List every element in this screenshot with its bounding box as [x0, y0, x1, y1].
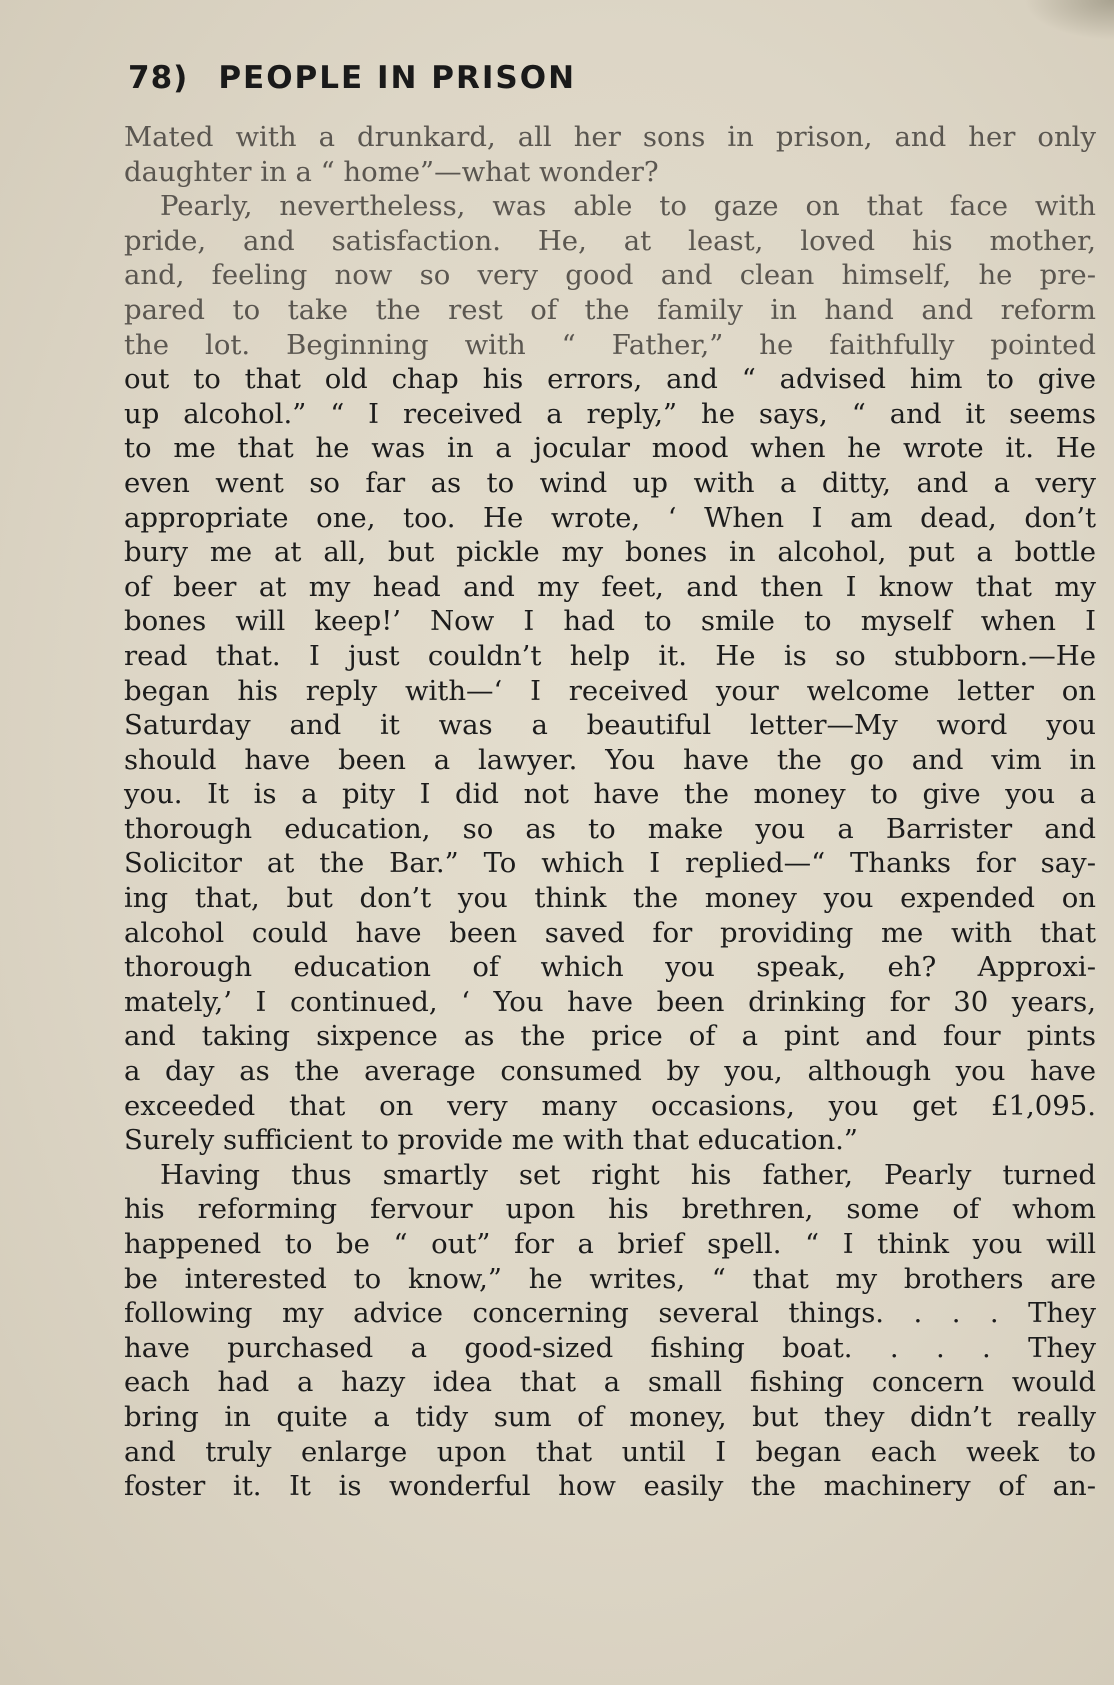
text-line: and taking sixpence as the price of a pint and four pints: [124, 1020, 1096, 1053]
text-line: be interested to know,” he writes, “ that my brothers are: [124, 1262, 1096, 1295]
text-line: and, feeling now so very good and clean himself, he pre-: [124, 259, 1096, 292]
text-line: each had a hazy idea that a small fishing concern would: [124, 1366, 1096, 1399]
text-line: even went so far as to wind up with a ditty, and a very: [124, 466, 1096, 499]
text-line: pared to take the rest of the family in hand and reform: [124, 293, 1096, 326]
text-line: of beer at my head and my feet, and then I know that my: [124, 570, 1096, 603]
text-line: have purchased a good-sized fishing boat. . . . They: [124, 1331, 1096, 1364]
text-line: Surely sufficient to provide me with that education.”: [124, 1124, 858, 1157]
text-line: read that. I just couldn’t help it. He is so stubborn.—He: [124, 639, 1096, 672]
text-line: exceeded that on very many occasions, you get £1,095.: [124, 1089, 1096, 1122]
text-line: foster it. It is wonderful how easily the machinery of an-: [124, 1470, 1096, 1503]
text-line: thorough education of which you speak, eh? Approxi-: [124, 951, 1096, 984]
text-line: pride, and satisfaction. He, at least, loved his mother,: [124, 224, 1096, 257]
text-line: and truly enlarge upon that until I began each week to: [124, 1435, 1096, 1468]
text-line: bring in quite a tidy sum of money, but they didn’t really: [124, 1400, 1096, 1433]
body-text: [124, 120, 1096, 1504]
text-line: a day as the average consumed by you, although you have: [124, 1055, 1096, 1088]
page-corner-shadow: [1024, 0, 1114, 40]
text-line: Mated with a drunkard, all her sons in prison, and her only: [124, 121, 1096, 153]
text-line: out to that old chap his errors, and “ advised him to give: [124, 363, 1096, 396]
text-line: Saturday and it was a beautiful letter—My word you: [124, 709, 1096, 742]
running-title: PEOPLE IN PRISON: [218, 60, 577, 96]
text-line: the lot. Beginning with “ Father,” he faithfully pointed: [124, 328, 1096, 361]
text-line: ing that, but don’t you think the money you expended on: [124, 882, 1096, 915]
text-line: happened to be “ out” for a brief spell. “ I think you will: [124, 1228, 1096, 1260]
text-line: his reforming fervour upon his brethren, some of whom: [124, 1193, 1096, 1226]
text-line: daughter in a “ home”—what wonder?: [124, 155, 659, 188]
text-line: should have been a lawyer. You have the go and vim in: [124, 743, 1096, 776]
text-line: appropriate one, too. He wrote, ‘ When I am dead, don’t: [124, 501, 1096, 534]
text-line: to me that he was in a jocular mood when he wrote it. He: [124, 432, 1096, 465]
text-line: thorough education, so as to make you a Barrister and: [124, 812, 1096, 845]
text-line: began his reply with—‘ I received your welcome letter on: [124, 674, 1096, 707]
text-line: bones will keep!’ Now I had to smile to myself when I: [124, 605, 1096, 638]
text-line: Solicitor at the Bar.” To which I replied—“ Thanks for say-: [124, 847, 1096, 880]
text-line: Having thus smartly set right his father, Pearly turned: [160, 1158, 1096, 1191]
text-line: up alcohol.” “ I received a reply,” he says, “ and it seems: [124, 397, 1096, 430]
text-line: alcohol could have been saved for providing me with that: [124, 916, 1096, 949]
text-line: mately,’ I continued, ‘ You have been drinking for 30 years,: [124, 985, 1096, 1018]
text-line: you. It is a pity I did not have the money to give you a: [124, 778, 1096, 811]
text-line: Pearly, nevertheless, was able to gaze on that face with: [160, 190, 1096, 223]
page-header: [128, 60, 576, 104]
page-number: 78): [128, 60, 189, 96]
text-line: bury me at all, but pickle my bones in alcohol, put a bottle: [124, 536, 1096, 569]
text-line: following my advice concerning several things. . . . They: [124, 1297, 1096, 1330]
